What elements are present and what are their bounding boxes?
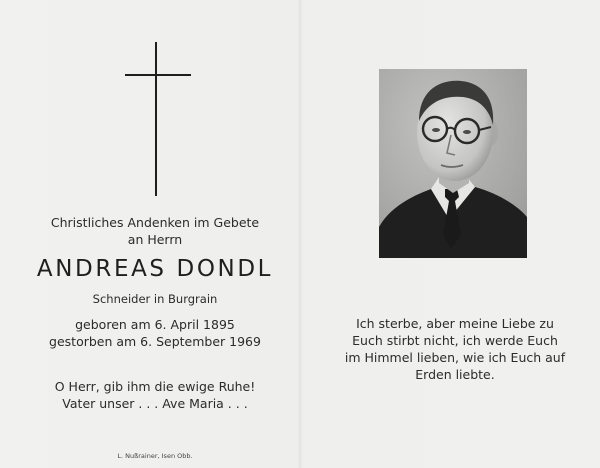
- memorial-heading: Christliches Andenken im Gebete: [50, 215, 260, 230]
- cross-horizontal-bar: [125, 74, 191, 76]
- cross-vertical-bar: [155, 42, 157, 196]
- occupation: Schneider in Burgrain: [92, 292, 218, 306]
- portrait-illustration: [379, 69, 527, 258]
- cross-icon: [125, 42, 191, 196]
- deceased-name: ANDREAS DONDL: [36, 256, 274, 282]
- printer-credit: L. Nußrainer, Isen Obb.: [117, 452, 193, 460]
- birth-date: geboren am 6. April 1895: [75, 317, 235, 332]
- quote-line-2: Euch stirbt nicht, ich werde Euch: [352, 333, 558, 348]
- death-date: gestorben am 6. September 1969: [49, 334, 261, 349]
- memorial-subheading: an Herrn: [127, 232, 183, 247]
- quote-line-1: Ich sterbe, aber meine Liebe zu: [356, 316, 554, 331]
- portrait-photo: [379, 69, 527, 258]
- prayer-line-2: Vater unser . . . Ave Maria . . .: [62, 396, 248, 411]
- prayer-line-1: O Herr, gib ihm die ewige Ruhe!: [54, 379, 256, 394]
- quote-line-3: im Himmel lieben, wie ich Euch auf: [344, 350, 566, 365]
- quote-line-4: Erden liebte.: [415, 367, 495, 382]
